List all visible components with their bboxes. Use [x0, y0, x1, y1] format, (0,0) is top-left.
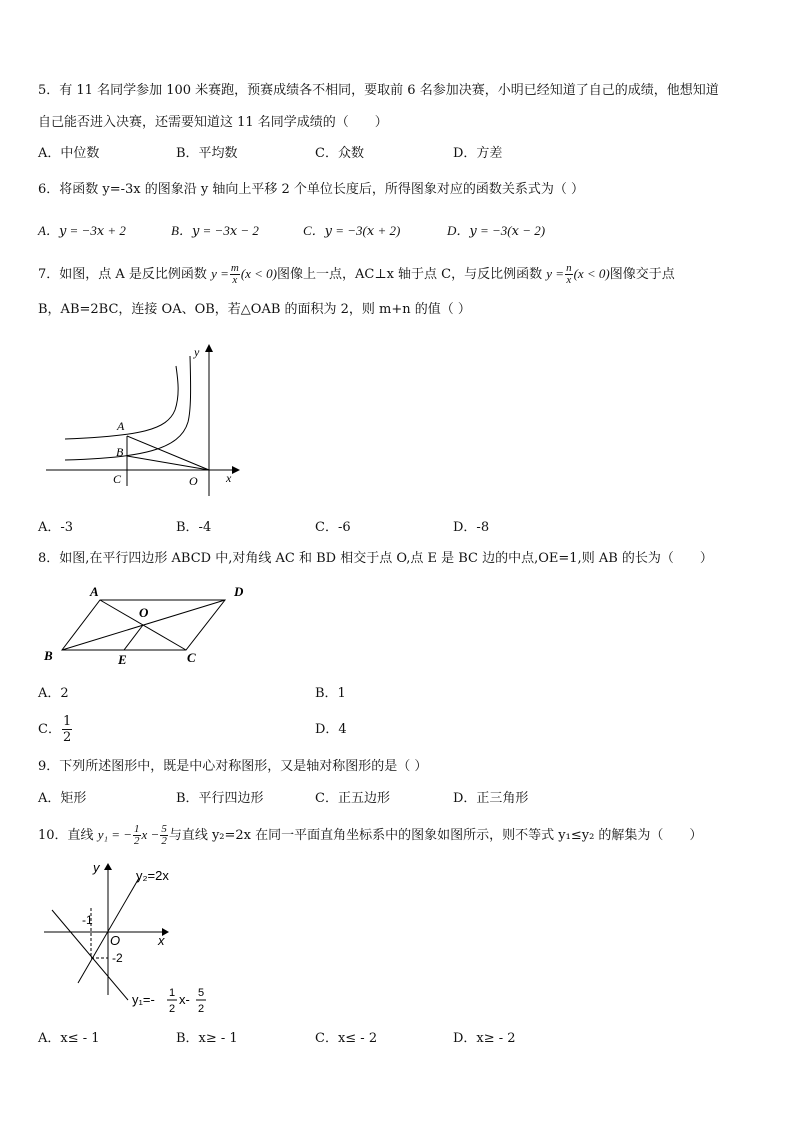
q7-frac-m-den: x — [232, 274, 238, 286]
q8-figure — [38, 580, 258, 670]
q10-label-y1-f2-den: 2 — [198, 1003, 205, 1015]
q10-part1: 10．直线 — [38, 828, 98, 843]
q8-label-a: A — [90, 584, 99, 599]
q7-option-a: A．-3 — [38, 520, 74, 535]
q7-figure — [40, 340, 245, 500]
q5-option-c: C．众数 — [315, 146, 364, 161]
q10-frac2-num: 5 — [161, 823, 167, 835]
q9-option-d: D．正三角形 — [453, 791, 529, 806]
q7-option-b: B．-4 — [176, 520, 212, 535]
q6-option-a: A．𝑦 = −3𝑥 + 2 — [38, 223, 126, 238]
q10-label-y1-prefix: y₁=- — [132, 992, 155, 1007]
q7-cond-2: (x < 0) — [573, 266, 610, 281]
q7-option-c: C．-6 — [315, 520, 351, 535]
q7-y-eq-2: y = — [546, 266, 565, 281]
q8-label-d: D — [234, 584, 244, 599]
q6-option-d: D．𝑦 = −3(𝑥 − 2) — [447, 223, 546, 238]
q8-label-e: E — [118, 652, 127, 667]
q7-label-o: O — [189, 474, 198, 488]
q10-label-y1-f1-den: 2 — [169, 1003, 176, 1015]
q10-label-y1-f1-num: 1 — [169, 987, 176, 999]
q8-option-c-num: 1 — [62, 714, 72, 729]
q7-part2: 图像上一点，AC⊥x 轴于点 C，与反比例函数 — [277, 267, 547, 282]
q7-x-axis-arrow — [232, 466, 240, 474]
q7-stem-line1 — [38, 262, 675, 287]
q10-label-o: O — [110, 933, 121, 948]
q8-option-b: B．1 — [315, 686, 346, 701]
q10-label-y: y — [93, 860, 100, 875]
q10-y-axis-arrow — [104, 863, 112, 870]
q10-y1-eq: y₁ = − — [97, 827, 133, 842]
q10-stem — [38, 822, 702, 849]
q10-option-a: A．x≤ - 1 — [38, 1031, 100, 1046]
q10-label-minus1: -1 — [82, 913, 93, 927]
q10-frac1-num: 1 — [134, 823, 140, 835]
q7-frac-m-num: m — [230, 262, 239, 274]
q8-stem: 8．如图,在平行四边形 ABCD 中,对角线 AC 和 BD 相交于点 O,点 E 是 BC 边的中点,OE=1,则 AB 的长为（ ） — [38, 551, 713, 566]
q10-fraction-1 — [133, 824, 141, 847]
q7-fraction-m — [230, 263, 240, 286]
q5-stem-line1: 5．有 11 名同学参加 100 米赛跑，预赛成绩各不相同，要取前 6 名参加决赛，小明已经知道了自己的成绩，他想知道 — [38, 83, 719, 98]
q8-label-c: C — [187, 650, 196, 665]
q8-option-c — [38, 712, 73, 748]
q7-stem-line2: B，AB=2BC，连接 OA、OB，若△OAB 的面积为 2，则 m+n 的值（ ） — [38, 302, 471, 317]
q8-segment-oe — [124, 625, 143, 650]
q7-part3: 图像交于点 — [609, 267, 675, 282]
q10-option-d: D．x≥ - 2 — [453, 1031, 516, 1046]
q7-part1: 7．如图，点 A 是反比例函数 — [38, 267, 212, 282]
q10-label-y2: y₂=2x — [136, 868, 169, 883]
q7-curve-n — [65, 356, 191, 460]
q5-option-b: B．平均数 — [176, 146, 238, 161]
q10-frac2-den: 2 — [161, 835, 167, 847]
q5-option-a: A．中位数 — [38, 146, 100, 161]
q8-label-o: O — [139, 605, 149, 620]
q7-label-c: C — [113, 472, 122, 486]
q7-y-axis-arrow — [205, 344, 213, 352]
q6-stem: 6．将函数 y=-3x 的图象沿 y 轴向上平移 2 个单位长度后，所得图象对应的函数关系式为（ ） — [38, 182, 585, 197]
q10-mid: x − — [141, 827, 160, 842]
q6-option-c: C．𝑦 = −3(𝑥 + 2) — [303, 223, 401, 238]
q7-option-d: D．-8 — [453, 520, 490, 535]
q8-option-a: A．2 — [38, 686, 69, 701]
q7-cond-1: (x < 0) — [240, 266, 278, 281]
q9-stem: 9．下列所述图形中，既是中心对称图形，又是轴对称图形的是（ ） — [38, 759, 428, 774]
q5-stem-line2: 自己能否进入决赛，还需要知道这 11 名同学成绩的（ ） — [38, 115, 388, 130]
q10-option-b: B．x≥ - 1 — [176, 1031, 238, 1046]
q10-figure — [38, 858, 218, 1018]
q8-option-d: D．4 — [315, 722, 347, 737]
q7-y-eq: y = — [211, 266, 229, 281]
q10-label-minus2: -2 — [112, 951, 123, 965]
q8-option-c-prefix: C． — [38, 722, 61, 737]
q7-label-a: A — [117, 419, 125, 433]
q10-option-c: C．x≤ - 2 — [315, 1031, 378, 1046]
q10-frac1-den: 2 — [134, 835, 140, 847]
q7-segment-oa — [127, 436, 209, 470]
q10-part2: 与直线 y₂=2x 在同一平面直角坐标系中的图象如图所示，则不等式 y₁≤y₂ 的解集为（ ） — [168, 828, 703, 843]
q7-label-y: y — [194, 345, 200, 359]
q6-option-b: B．𝑦 = −3𝑥 − 2 — [171, 223, 259, 238]
q9-option-a: A．矩形 — [38, 791, 87, 806]
q10-label-x: x — [158, 933, 165, 948]
q10-fraction-2 — [160, 824, 168, 847]
q10-label-y1-mid: x- — [179, 992, 190, 1007]
q7-frac-n-num: n — [566, 262, 572, 274]
q8-option-c-den: 2 — [62, 730, 72, 745]
q10-label-y1-f2-num: 5 — [198, 987, 205, 999]
q8-option-c-fraction — [62, 714, 72, 745]
q7-label-b: B — [116, 445, 124, 459]
q9-option-b: B．平行四边形 — [176, 791, 264, 806]
q9-option-c: C．正五边形 — [315, 791, 390, 806]
q7-fraction-n — [565, 263, 573, 286]
q7-label-x: x — [226, 471, 232, 485]
q8-label-b: B — [44, 648, 53, 663]
q7-segment-ob — [127, 456, 209, 470]
q7-frac-n-den: x — [566, 274, 572, 286]
q5-option-d: D．方差 — [453, 146, 503, 161]
